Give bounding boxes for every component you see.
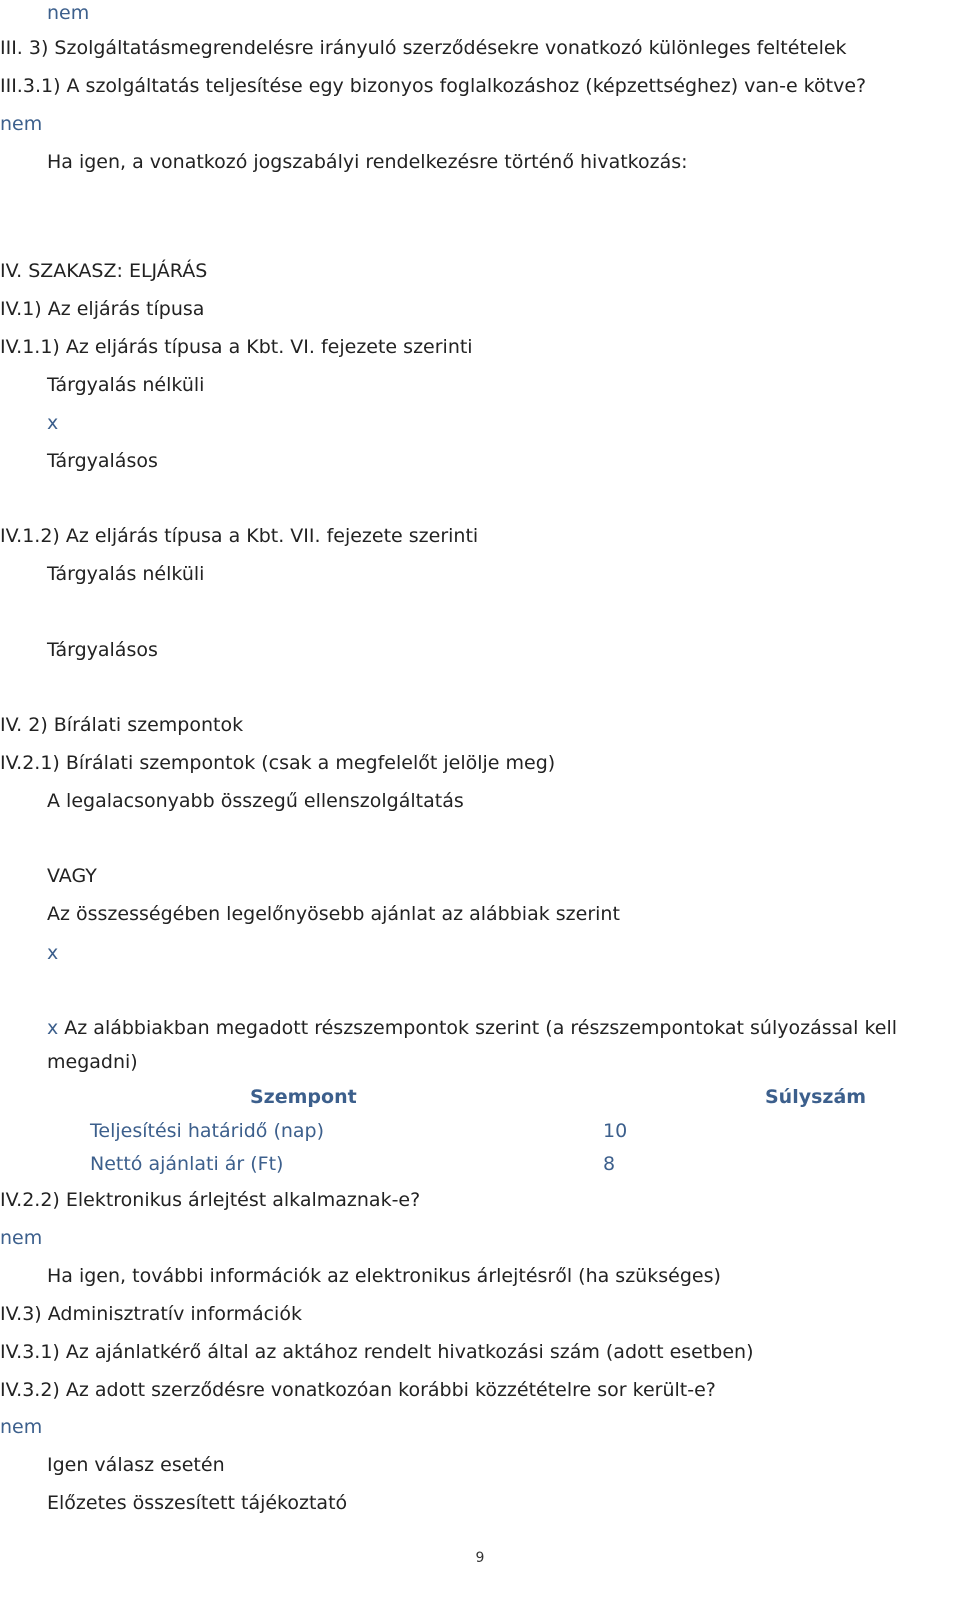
question-iii-3-1: III.3.1) A szolgáltatás teljesítése egy bizonyos foglalkozáshoz (képzettséghez) van-e kötve?	[0, 75, 867, 97]
info-label: Előzetes összesített tájékoztató	[47, 1492, 348, 1514]
option-label: Az összességében legelőnyösebb ajánlat az alábbiak szerint	[47, 903, 620, 925]
option-label-continued: megadni)	[47, 1051, 138, 1073]
answer-no: nem	[0, 1416, 43, 1438]
option-label: Tárgyalás nélküli	[47, 374, 205, 396]
answer-no: nem	[0, 1227, 43, 1249]
selected-mark: x	[47, 942, 59, 964]
column-header-criterion: Szempont	[250, 1086, 357, 1108]
selected-mark: x	[47, 1017, 59, 1039]
section-heading-iv-2: IV. 2) Bírálati szempontok	[0, 714, 244, 736]
answer-no: nem	[47, 2, 90, 24]
option-label: Tárgyalás nélküli	[47, 563, 205, 585]
table-cell-weight: 8	[603, 1153, 616, 1175]
info-label: Igen válasz esetén	[47, 1454, 225, 1476]
section-heading-iv-3: IV.3) Adminisztratív információk	[0, 1303, 302, 1325]
table-cell-weight: 10	[603, 1120, 628, 1142]
option-label: Az alábbiakban megadott részszempontok szerint (a részszempontokat súlyozással kell	[64, 1017, 898, 1039]
question-iv-1-1: IV.1.1) Az eljárás típusa a Kbt. VI. fejezete szerinti	[0, 336, 473, 358]
selected-mark: x	[47, 412, 59, 434]
option-label: A legalacsonyabb összegű ellenszolgáltatás	[47, 790, 464, 812]
page-number: 9	[475, 1550, 485, 1566]
question-iv-3-2: IV.3.2) Az adott szerződésre vonatkozóan korábbi közzétételre sor került-e?	[0, 1379, 716, 1401]
option-label: Tárgyalásos	[47, 639, 158, 661]
sub-criteria-option	[47, 1015, 897, 1041]
question-iv-2-2: IV.2.2) Elektronikus árlejtést alkalmaznak-e?	[0, 1189, 421, 1211]
separator-text: VAGY	[47, 865, 97, 887]
section-heading-iv: IV. SZAKASZ: ELJÁRÁS	[0, 260, 208, 282]
info-label: Ha igen, további információk az elektronikus árlejtésről (ha szükséges)	[47, 1265, 721, 1287]
question-iv-2-1: IV.2.1) Bírálati szempontok (csak a megfelelőt jelölje meg)	[0, 752, 556, 774]
section-heading-iii-3: III. 3) Szolgáltatásmegrendelésre irányuló szerződésekre vonatkozó különleges feltételek	[0, 37, 847, 59]
column-header-weight: Súlyszám	[765, 1086, 867, 1108]
answer-no: nem	[0, 113, 43, 135]
table-cell-criterion: Teljesítési határidő (nap)	[90, 1120, 325, 1142]
section-heading-iv-1: IV.1) Az eljárás típusa	[0, 298, 205, 320]
option-label: Tárgyalásos	[47, 450, 158, 472]
question-iv-1-2: IV.1.2) Az eljárás típusa a Kbt. VII. fejezete szerinti	[0, 525, 479, 547]
reference-label: Ha igen, a vonatkozó jogszabályi rendelkezésre történő hivatkozás:	[47, 151, 688, 173]
table-cell-criterion: Nettó ajánlati ár (Ft)	[90, 1153, 284, 1175]
question-iv-3-1: IV.3.1) Az ajánlatkérő által az aktához rendelt hivatkozási szám (adott esetben)	[0, 1341, 754, 1363]
